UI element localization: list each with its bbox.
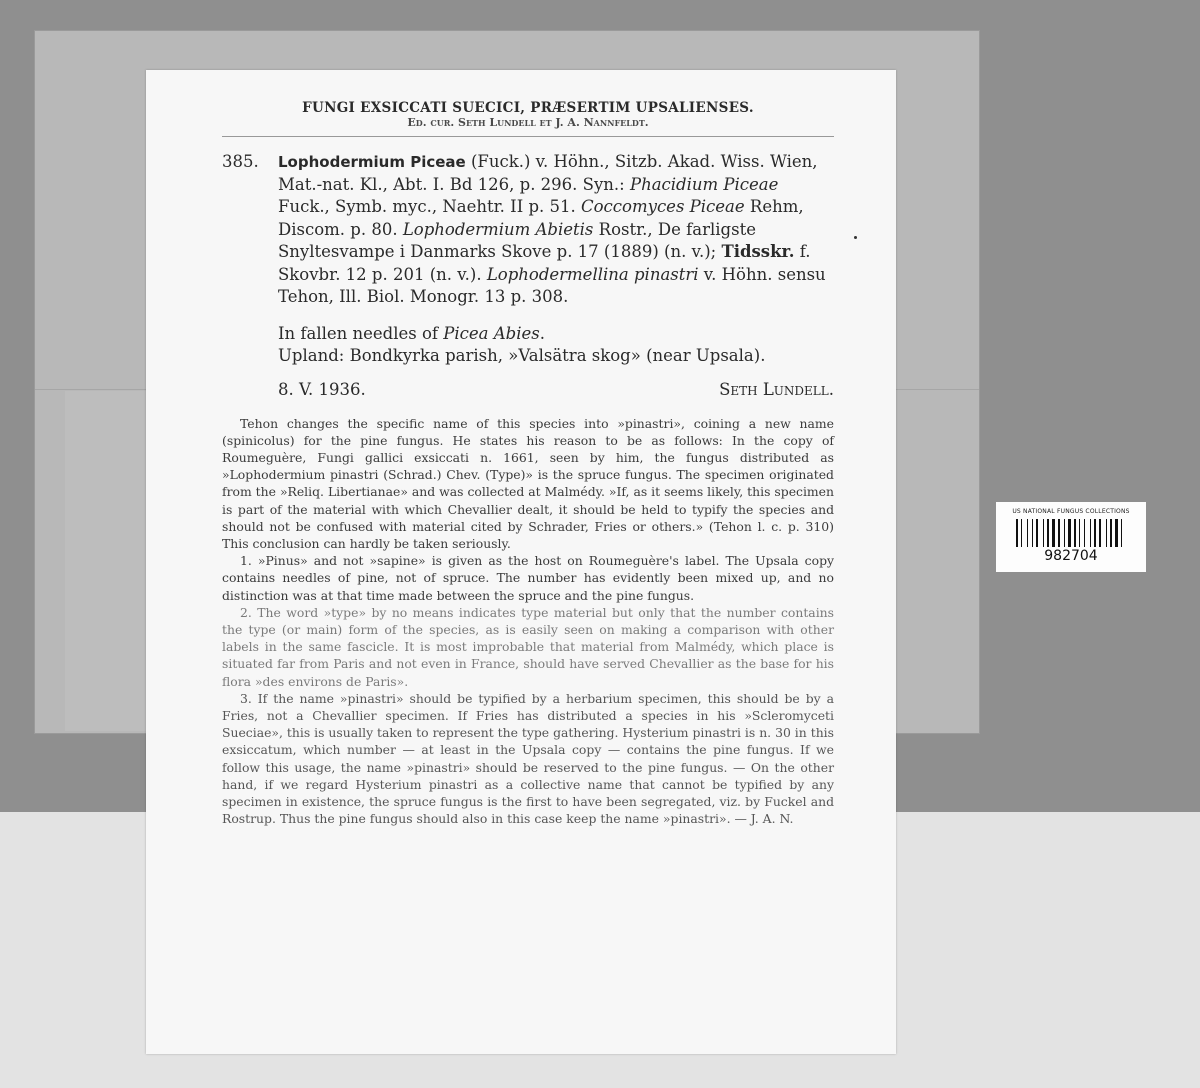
taxon-entry xyxy=(222,151,834,309)
barcode-bar xyxy=(1102,519,1105,547)
barcode-bar xyxy=(1056,519,1057,547)
barcode-bar xyxy=(1108,519,1109,547)
collector-name: Seth Lundell. xyxy=(719,379,834,399)
synonym: Lophodermellina pinastri xyxy=(486,264,699,284)
citation-text: f. Skovbr. 12 p. 201 (n. v.). xyxy=(278,242,811,284)
genus-name: Lophodermium xyxy=(278,153,405,171)
barcode-bar xyxy=(1092,519,1093,547)
barcode-bar xyxy=(1034,519,1035,547)
barcode-bar xyxy=(1084,519,1085,547)
note-paragraph: Tehon changes the specific name of this species into »pinastri», coining a new name (spinicolus) for the pine fungus. He states his reason to be as follows: In the copy of Roumeguère, Fungi gallici exsiccati n. 1661, seen by him, the fungus distributed as »Lophodermium pinastri (Schrad.) Chev. (Type)» is the spruce fungus. The specimen originated from the »Reliq. Libertianae» and was collected at Malmédy. »If, as it seems likely, this specimen is part of the material with which Chevallier dealt, it should be held to typify the species and should not be confused with material cited by Schrader, Fries or others.» (Tehon l. c. p. 310) This conclusion can hardly be taken seriously. xyxy=(222,415,834,551)
citation-text: (Fuck.) v. Höhn., Sitzb. Akad. Wiss. Wien, Mat.-nat. Kl., Abt. I. Bd 126, p. 296. Syn.: xyxy=(278,152,818,194)
barcode-bar xyxy=(1097,519,1098,547)
species-name: Piceae xyxy=(410,153,466,171)
collection-date: 8. V. 1936. xyxy=(278,379,366,399)
barcode-label xyxy=(996,502,1146,572)
synonym: Lophodermium Abietis xyxy=(402,219,594,239)
barcode-bar xyxy=(1072,519,1073,547)
barcode-bar xyxy=(1023,519,1026,547)
barcode-bar xyxy=(1032,519,1033,547)
barcode-bar xyxy=(1029,519,1031,547)
barcode-bar xyxy=(1123,519,1125,547)
citation-text: Fuck., Symb. myc., Naehtr. II p. 51. xyxy=(278,197,581,216)
barcode-bar xyxy=(1115,519,1118,547)
barcode-bar xyxy=(1094,519,1096,547)
barcode-bar xyxy=(1090,519,1091,547)
host-name: Picea Abies xyxy=(443,323,540,343)
barcode-bar xyxy=(1061,519,1063,547)
substrate-line: In fallen needles of Picea Abies. xyxy=(278,323,546,343)
citation-text: Rehm, Discom. p. 80. xyxy=(278,197,804,239)
barcode-bars xyxy=(1004,519,1138,547)
barcode-bar xyxy=(1077,519,1078,547)
barcode-bar xyxy=(1068,519,1071,547)
specimen-label xyxy=(146,70,896,1054)
catalog-number: 982704 xyxy=(1044,548,1098,564)
barcode-bar xyxy=(1036,519,1038,547)
barcode-bar xyxy=(1043,519,1044,547)
barcode-bar xyxy=(1074,519,1076,547)
barcode-bar xyxy=(1119,519,1120,547)
barcode-bar xyxy=(1019,519,1020,547)
exsiccata-number: 385. xyxy=(222,152,259,171)
barcode-bar xyxy=(1064,519,1065,547)
note-paragraph: 1. »Pinus» and not »sapine» is given as the host on Roumeguère's label. The Upsala copy contains needles of pine, not of spruce. The number has evidently been mixed up, and no distinction was at that time made between the spruce and the pine fungus. xyxy=(222,553,834,603)
barcode-bar xyxy=(1021,519,1022,547)
barcode-bar xyxy=(1113,519,1114,547)
journal-ref: Tidsskr. xyxy=(721,242,795,261)
collection-line xyxy=(222,380,834,399)
synonym: Phacidium Piceae xyxy=(629,174,779,194)
barcode-bar xyxy=(1121,519,1122,547)
barcode-bar xyxy=(1081,519,1083,547)
barcode-bar xyxy=(1047,519,1049,547)
barcode-bar xyxy=(1052,519,1055,547)
collection-name: US NATIONAL FUNGUS COLLECTIONS xyxy=(1012,508,1130,515)
locality-line: Upland: Bondkyrka parish, »Valsätra skog» (near Upsala). xyxy=(278,346,766,365)
barcode-bar xyxy=(1066,519,1067,547)
note-paragraph: 2. The word »type» by no means indicates type material but only that the number contains the type (or main) form of the species, as is easily seen on making a comparison with other labels in the same fascicle. It is most improbable that material from Malmédy, which place is situated far from Paris and not even in France, should have served Chevallier as the base for his flora »des environs de Paris». xyxy=(222,604,834,689)
citation-text: Rostr., De farligste Snyltesvampe i Danmarks Skove p. 17 (1889) (n. v.); xyxy=(278,219,756,261)
barcode-bar xyxy=(1027,519,1028,547)
barcode-bar xyxy=(1110,519,1112,547)
synonym: Coccomyces Piceae xyxy=(581,197,745,216)
note-paragraph: 3. If the name »pinastri» should be typified by a herbarium specimen, this should be by a Fries, not a Chevallier specimen. If Fries has distributed a species in his »Scleromyceti Sueciae», this is usually taken to represent the type gathering. Hysterium pinastri is n. 30 in this exsiccatum, which number — at least in the Upsala copy — contains the pine fungus. If we follow this usage, the name »pinastri» should be reserved to the pine fungus. — On the other hand, if we regard Hysterium pinastri as a collective name that cannot be typified by any specimen in existence, the spruce fungus is the first to have been segregated, viz. by Fuckel and Rostrup. Thus the pine fungus should also in this case keep the name »pinastri». — J. A. N. xyxy=(222,690,834,827)
editors-line: Ed. cur. Seth Lundell et J. A. Nannfeldt. xyxy=(407,116,649,129)
series-title: FUNGI EXSICCATI SUECICI, PRÆSERTIM UPSALIENSES. xyxy=(302,100,754,116)
barcode-bar xyxy=(1099,519,1101,547)
citation-text: v. Höhn. sensu Tehon, Ill. Biol. Monogr. 13 p. 308. xyxy=(278,264,826,306)
barcode-bar xyxy=(1079,519,1080,547)
barcode-bar xyxy=(1050,519,1051,547)
barcode-bar xyxy=(1016,519,1018,547)
barcode-bar xyxy=(1086,519,1089,547)
habitat-block xyxy=(222,323,834,368)
barcode-bar xyxy=(1058,519,1060,547)
barcode-bar xyxy=(1039,519,1042,547)
header-rule xyxy=(222,136,834,137)
taxonomic-notes xyxy=(222,415,834,828)
barcode-bar xyxy=(1045,519,1046,547)
speck xyxy=(854,236,857,239)
barcode-bar xyxy=(1106,519,1107,547)
